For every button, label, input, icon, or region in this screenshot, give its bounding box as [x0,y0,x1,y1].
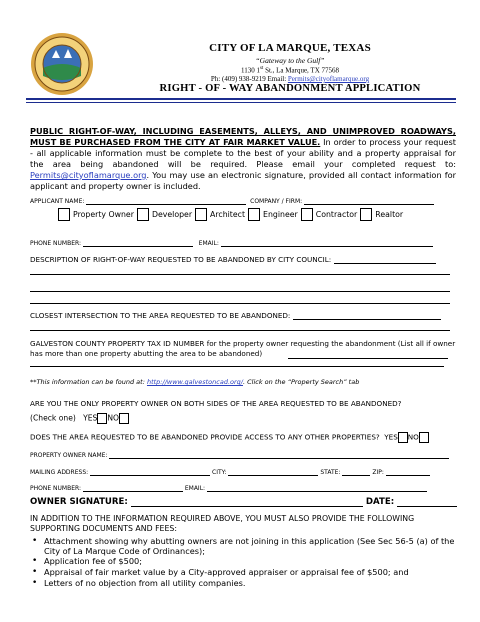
city-motto: “Gateway to the Gulf” [255,56,325,65]
applicant-row: APPLICANT NAME: COMPANY / FIRM: [30,196,434,205]
owner-name-row: PROPERTY OWNER NAME: [30,450,449,459]
phone-email-row: PHONE NUMBER: EMAIL: [30,238,433,247]
list-item: • Letters of no objection from all utility companies. [32,578,246,588]
phone-field[interactable] [83,238,193,247]
cad-link[interactable]: http://www.galvestoncad.org/ [146,378,243,386]
only-owner-no-checkbox[interactable] [119,413,129,424]
only-owner-answer: (Check one) YES NO [30,413,129,424]
date-field[interactable] [397,498,457,507]
list-item: • Attachment showing why abutting owners are not joining in this application (See Sec 56-5 (a) of the City of La Marque Code of Ordinances); [32,536,455,556]
tax-id-line-2[interactable] [30,366,444,367]
description-field[interactable] [334,255,436,264]
state-field[interactable] [342,467,370,476]
checkbox-property-owner[interactable] [58,208,70,221]
access-yes-checkbox[interactable] [398,432,408,443]
owner-phone-field[interactable] [83,483,183,492]
checkbox-architect[interactable] [195,208,207,221]
mailing-row: MAILING ADDRESS: CITY: STATE: ZIP: [30,467,430,476]
intersection-field[interactable] [293,311,441,320]
access-no-checkbox[interactable] [419,432,429,443]
company-field[interactable] [304,196,434,205]
checkbox-realtor[interactable] [360,208,372,221]
intro-email-link[interactable]: Permits@cityoflamarque.org [30,170,147,180]
intersection-line-2[interactable] [30,330,450,331]
description-line-3[interactable] [30,291,450,292]
access-question: DOES THE AREA REQUESTED TO BE ABANDONED PROVIDE ACCESS TO ANY OTHER PROPERTIES? YES NO [30,432,429,443]
description-line-4[interactable] [30,303,450,304]
city-field[interactable] [228,467,318,476]
checkbox-developer[interactable] [137,208,149,221]
header-rule-thin [26,102,456,103]
mailing-address-field[interactable] [90,467,210,476]
list-item: • Application fee of $500; [32,556,142,566]
header-rule [26,98,456,100]
owner-contact-row: PHONE NUMBER: EMAIL: [30,483,427,492]
additional-requirements: IN ADDITION TO THE INFORMATION REQUIRED ABOVE, YOU MUST ALSO PROVIDE THE FOLLOWING SUPPORTING DOCUMENTS AND FEES: [30,514,415,533]
application-title: RIGHT - OF - WAY ABANDONMENT APPLICATION [159,83,421,94]
role-checkboxes: Property Owner Developer Architect Engineer Contractor Realtor [58,208,406,221]
owner-email-field[interactable] [207,483,427,492]
city-seal-icon [30,32,94,96]
tax-id-field[interactable] [288,350,448,359]
city-title: CITY OF LA MARQUE, TEXAS [209,42,371,54]
checkbox-contractor[interactable] [301,208,313,221]
city-contact: Ph: (409) 938-9219 Email: Permits@cityoflamarque.org [210,75,370,83]
tax-id-label: GALVESTON COUNTY PROPERTY TAX ID NUMBER for the property owner requesting the abandonment (List all if owner has more than one property abutting the area to be abandoned) [30,339,456,358]
email-field[interactable] [221,238,433,247]
cad-note: **This information can be found at: http://www.galvestoncad.org/. Click on the “Property Search” tab [30,378,360,386]
city-address: 1130 1st St., La Marque, TX 77568 [240,66,340,75]
signature-field[interactable] [131,498,363,507]
checkbox-engineer[interactable] [248,208,260,221]
only-owner-question: ARE YOU THE ONLY PROPERTY OWNER ON BOTH SIDES OF THE AREA REQUESTED TO BE ABANDONED? [30,399,402,408]
contact-email-link[interactable]: Permits@cityoflamarque.org [287,75,370,83]
applicant-name-field[interactable] [86,196,246,205]
owner-name-field[interactable] [109,450,449,459]
intersection-row: CLOSEST INTERSECTION TO THE AREA REQUESTED TO BE ABANDONED: [30,311,441,320]
description-row: DESCRIPTION OF RIGHT-OF-WAY REQUESTED TO BE ABANDONED BY CITY COUNCIL: [30,255,436,264]
only-owner-yes-checkbox[interactable] [97,413,107,424]
signature-row: OWNER SIGNATURE: DATE: [30,497,457,507]
zip-field[interactable] [386,467,430,476]
description-line-2[interactable] [30,274,450,275]
intro-paragraph: PUBLIC RIGHT-OF-WAY, INCLUDING EASEMENTS, ALLEYS, AND UNIMPROVED ROADWAYS, MUST BE PURCHASED FROM THE CITY AT FAIR MARKET VALUE. In order to process your request - all applicable information must be complete to the best of your ability and a property appraisal for the area being abandoned will be required. Please email your completed request to: Permits@cityoflamarque.org. You may use an electronic signature, provided all contact information for applicant and property owner is included. [30,126,456,191]
list-item: • Appraisal of fair market value by a City-approved appraiser or appraisal fee of $500; and [32,567,409,577]
